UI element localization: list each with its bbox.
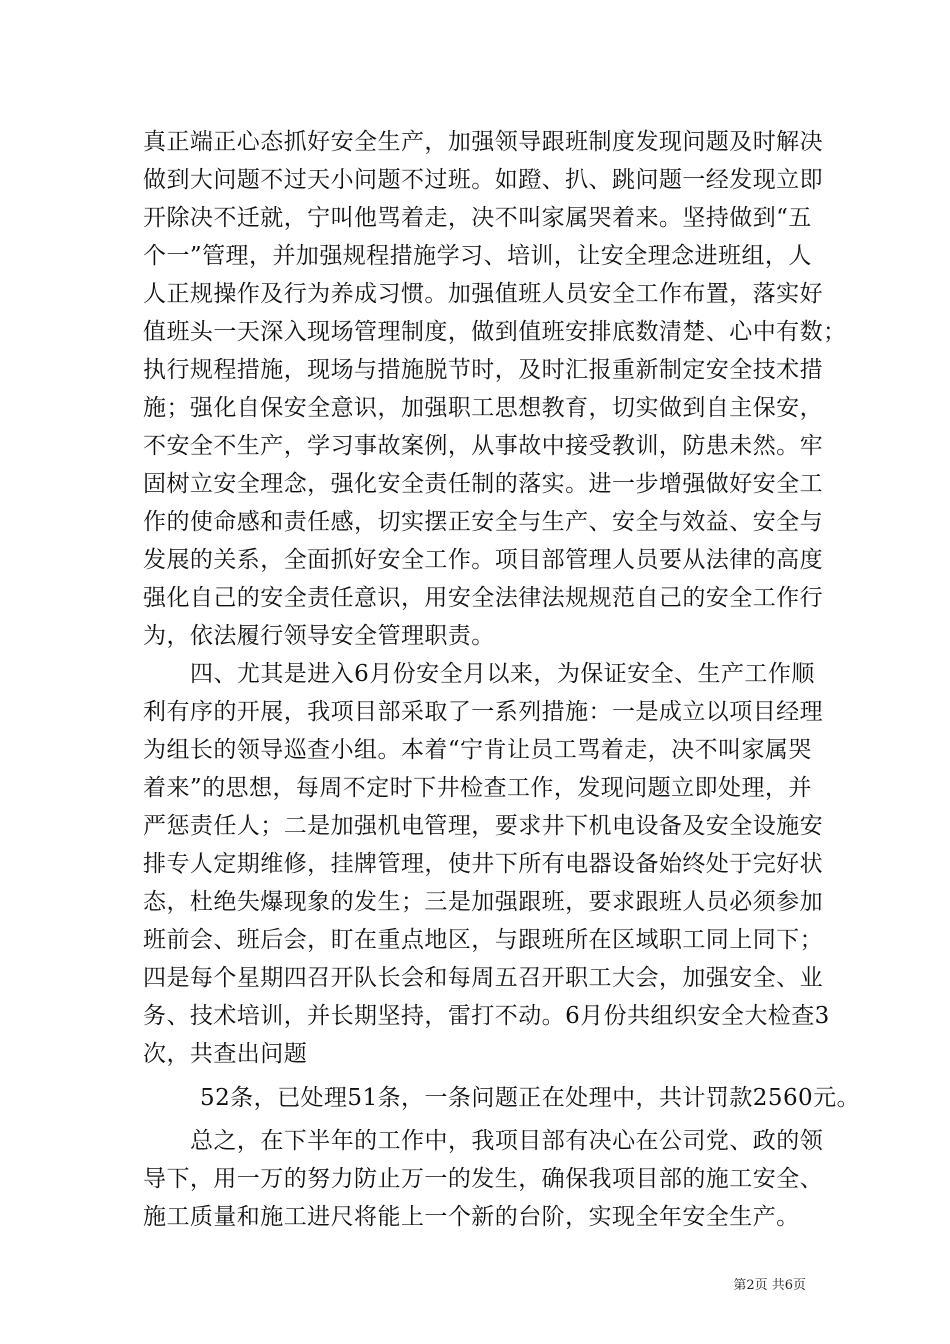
- text-line: 作的使命感和责任感，切实摆正安全与生产、安全与效益、安全与: [143, 509, 824, 535]
- text-line: 总之，在下半年的工作中，我项目部有决心在公司党、政的领: [190, 1128, 824, 1154]
- text-line: 四是每个星期四召开队长会和每周五召开职工大会，加强安全、业: [143, 965, 824, 991]
- page-number: 第2页 共6页: [733, 1278, 806, 1293]
- text-line: 次，共查出问题: [143, 1041, 308, 1067]
- text-line: 固树立安全理念，强化安全责任制的落实。进一步增强做好安全工: [143, 471, 824, 497]
- text-line: 不安全不生产，学习事故案例，从事故中接受教训，防患未然。牢: [143, 433, 824, 459]
- text-line: 为组长的领导巡查小组。本着“宁肯让员工骂着走，决不叫家属哭: [143, 737, 812, 763]
- text-line: 着来”的思想，每周不定时下井检查工作，发现问题立即处理，并: [143, 775, 812, 801]
- text-line: 真正端正心态抓好安全生产，加强领导跟班制度发现问题及时解决: [143, 129, 824, 155]
- text-line: 个一”管理，并加强规程措施学习、培训，让安全理念进班组，人: [143, 243, 812, 269]
- text-line: 排专人定期维修，挂牌管理，使井下所有电器设备始终处于完好状: [143, 851, 824, 877]
- text-line: 严惩责任人；二是加强机电管理，要求井下机电设备及安全设施安: [143, 813, 824, 839]
- text-line: 施工质量和施工进尺将能上一个新的台阶，实现全年安全生产。: [143, 1204, 800, 1230]
- text-line: 强化自己的安全责任意识，用安全法律法规规范自己的安全工作行: [143, 585, 824, 611]
- text-line: 人正规操作及行为养成习惯。加强值班人员安全工作布置，落实好: [143, 281, 824, 307]
- text-line: 导下，用一万的努力防止万一的发生，确保我项目部的施工安全、: [143, 1166, 824, 1192]
- text-line: 做到大问题不过天小问题不过班。如蹬、扒、跳问题一经发现立即: [143, 167, 824, 193]
- text-line: 四、尤其是进入6月份安全月以来，为保证安全、生产工作顺: [190, 661, 815, 687]
- text-line: 利有序的开展，我项目部采取了一系列措施：一是成立以项目经理: [143, 699, 824, 725]
- text-line: 值班头一天深入现场管理制度，做到值班安排底数清楚、心中有数；: [143, 319, 847, 345]
- text-line: 执行规程措施，现场与措施脱节时，及时汇报重新制定安全技术措: [143, 357, 824, 383]
- text-line: 52条，已处理51条，一条问题正在处理中，共计罚款2560元。: [200, 1085, 861, 1111]
- text-line: 开除决不迁就，宁叫他骂着走，决不叫家属哭着来。坚持做到“五: [143, 205, 812, 231]
- text-line: 态，杜绝失爆现象的发生；三是加强跟班，要求跟班人员必须参加: [143, 889, 824, 915]
- text-line: 务、技术培训，并长期坚持，雷打不动。6月份共组织安全大检查3: [143, 1003, 830, 1029]
- text-line: 发展的关系，全面抓好安全工作。项目部管理人员要从法律的高度: [143, 547, 824, 573]
- text-line: 班前会、班后会，盯在重点地区，与跟班所在区域职工同上同下；: [143, 927, 824, 953]
- text-line: 施；强化自保安全意识，加强职工思想教育，切实做到自主保安，: [143, 395, 824, 421]
- text-line: 为，依法履行领导安全管理职责。: [143, 623, 495, 649]
